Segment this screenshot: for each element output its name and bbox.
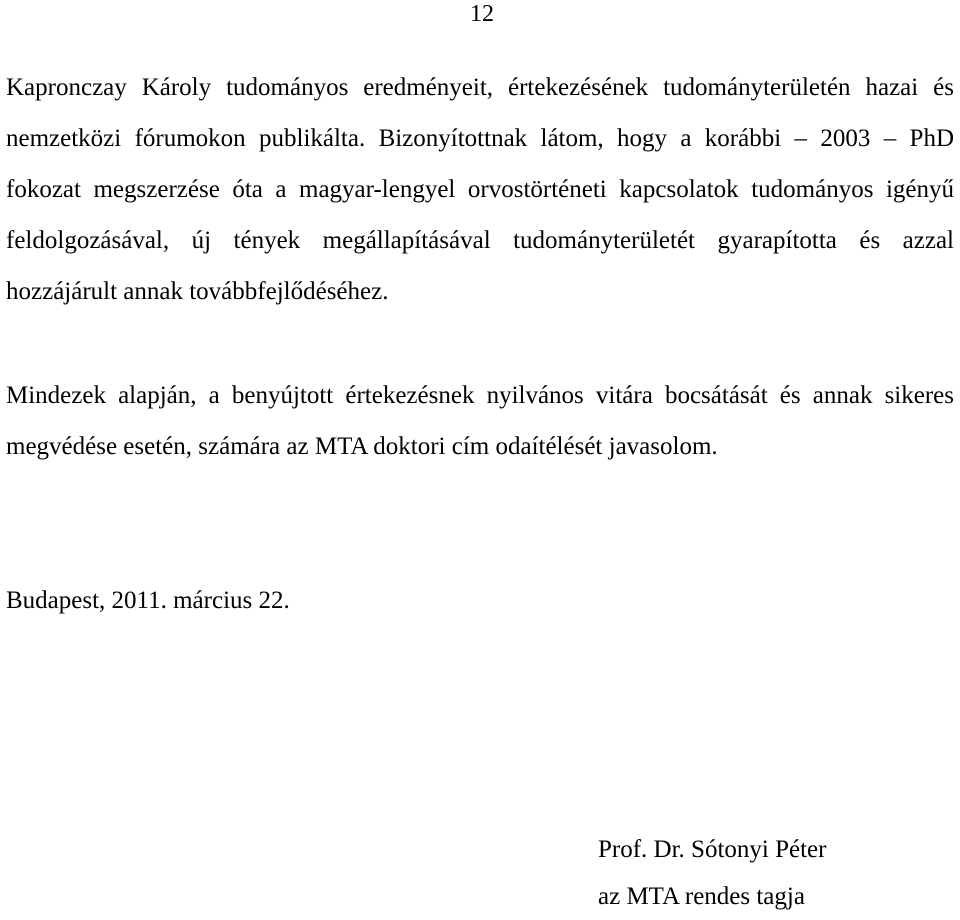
place-and-date: Budapest, 2011. március 22. [6,587,290,614]
page-number: 12 [470,1,494,27]
paragraph-recommendation: Mindezek alapján, a benyújtott értekezésnek nyilvános vitára bocsátását és annak sikeres megvédése esetén, számára az MTA doktori cím odaítélését javasolom. [6,382,954,460]
paragraph-findings: Kapronczay Károly tudományos eredményeit, értekezésének tudományterületén hazai és nemzetközi fórumokon publikálta. Bizonyítottnak látom, hogy a korábbi – 2003 – PhD fokozat megszerzése óta a magyar-lengyel orvostörténeti kapcsolatok tudományos igényű feldolgozásával, új tények megállapításával tudományterületét gyarapította és azzal hozzájárult annak továbbfejlődéséhez. [6,74,954,305]
signer-title: az MTA rendes tagja [598,883,805,910]
signer-name: Prof. Dr. Sótonyi Péter [598,836,827,863]
signature-block [598,826,826,920]
